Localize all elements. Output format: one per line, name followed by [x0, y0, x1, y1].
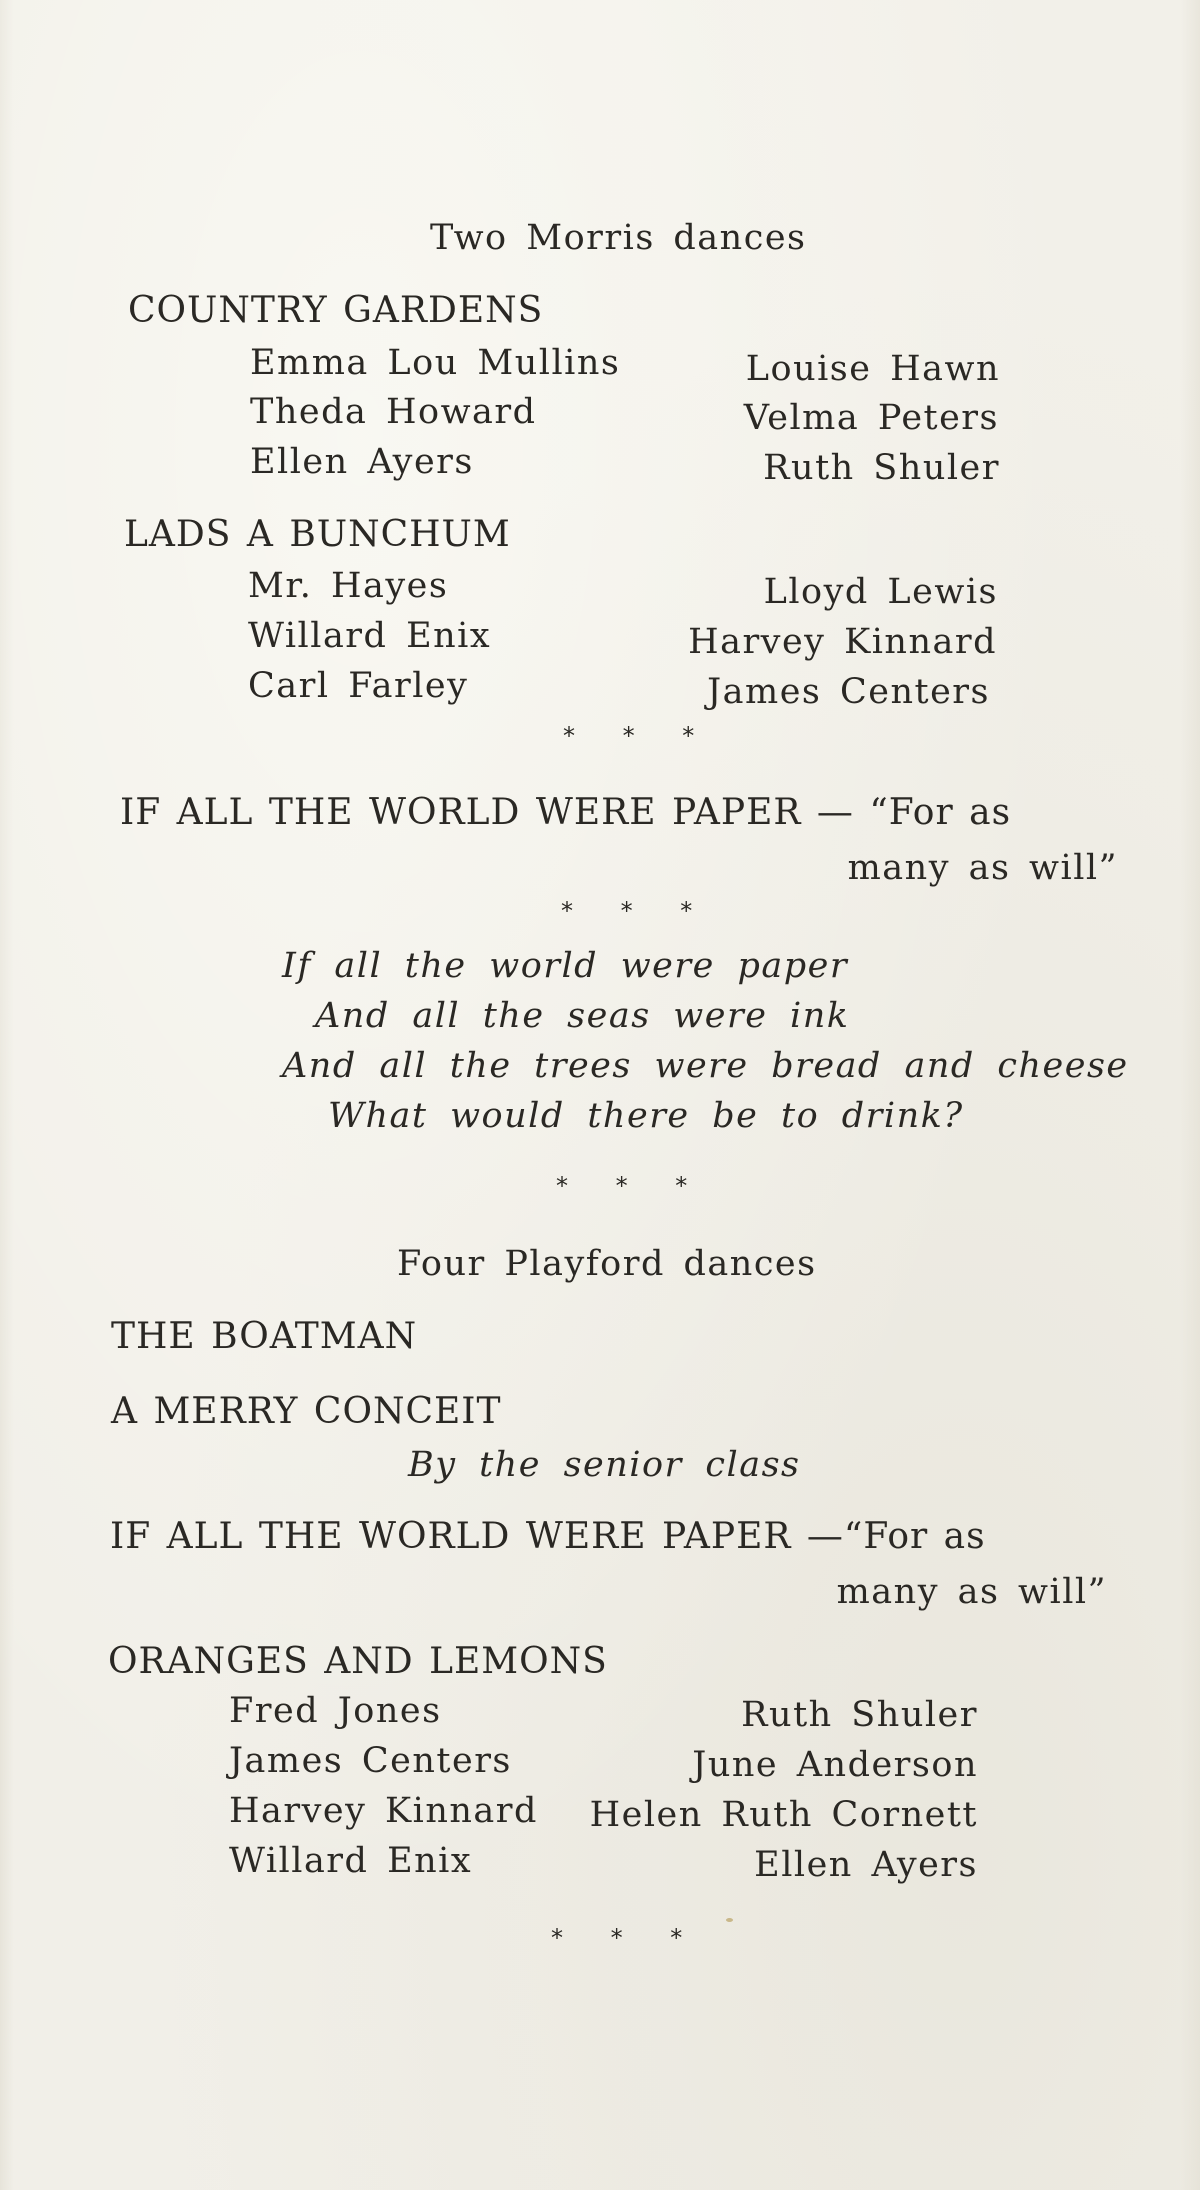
dancer-name: Louise Hawn [745, 349, 1000, 389]
dancer-name: Ruth Shuler [763, 448, 1000, 488]
separator-stars: * * * [561, 897, 713, 925]
separator-stars: * * * [556, 1172, 708, 1200]
dance-heading-merry-conceit: A MERRY CONCEIT [111, 1391, 502, 1432]
separator-stars: * * * [563, 722, 715, 750]
dancer-name: Harvey Kinnard [688, 622, 997, 662]
poem-line: And all the trees were bread and cheese [282, 1046, 1129, 1086]
poem-line: If all the world were paper [282, 946, 849, 986]
performer-credit: By the senior class [408, 1445, 801, 1485]
dancer-name: Mr. Hayes [248, 566, 449, 606]
section-title-morris: Two Morris dances [430, 218, 807, 258]
song-heading-paper-2-line2: many as will” [836, 1572, 1107, 1612]
poem-line: And all the seas were ink [315, 996, 850, 1036]
dancer-name: Carl Farley [248, 666, 469, 706]
dancer-name: Harvey Kinnard [229, 1791, 538, 1831]
dancer-name: Lloyd Lewis [763, 572, 998, 612]
song-heading-paper-2-line1: IF ALL THE WORLD WERE PAPER —“For as [110, 1516, 986, 1557]
paper-speck [726, 1918, 733, 1922]
dancer-name: Ruth Shuler [741, 1695, 978, 1735]
dancer-name: Ellen Ayers [754, 1845, 978, 1885]
dance-heading-lads-a-bunchum: LADS A BUNCHUM [124, 514, 511, 555]
song-heading-paper-line1: IF ALL THE WORLD WERE PAPER — “For as [120, 792, 1012, 833]
dance-heading-boatman: THE BOATMAN [111, 1316, 418, 1357]
separator-stars: * * * [551, 1924, 703, 1952]
dancer-name: James Centers [707, 672, 990, 712]
dancer-name: Willard Enix [229, 1841, 473, 1881]
dance-heading-oranges-and-lemons: ORANGES AND LEMONS [108, 1641, 608, 1682]
dancer-name: Willard Enix [248, 616, 492, 656]
dancer-name: June Anderson [692, 1745, 978, 1785]
song-heading-paper-line2: many as will” [847, 848, 1118, 888]
poem-line: What would there be to drink? [328, 1096, 964, 1136]
dancer-name: Ellen Ayers [250, 442, 474, 482]
dancer-name: Fred Jones [229, 1691, 442, 1731]
dancer-name: Emma Lou Mullins [250, 343, 621, 383]
section-title-playford: Four Playford dances [397, 1244, 817, 1284]
dancer-name: Helen Ruth Cornett [589, 1795, 978, 1835]
dancer-name: Theda Howard [250, 392, 537, 432]
dancer-name: James Centers [229, 1741, 512, 1781]
dance-heading-country-gardens: COUNTRY GARDENS [128, 290, 544, 331]
dancer-name: Velma Peters [743, 398, 999, 438]
